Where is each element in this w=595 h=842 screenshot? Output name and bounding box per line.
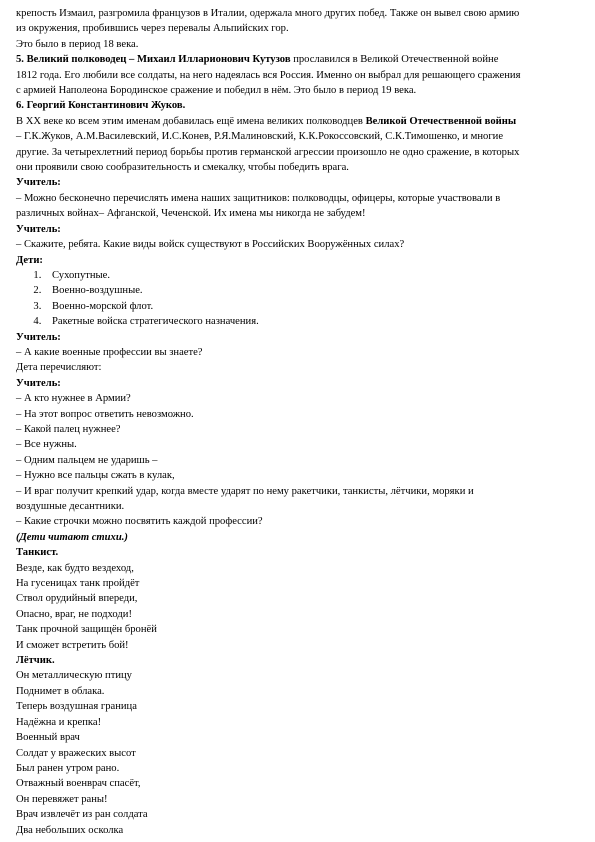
poem-line: Надёжна и крепка! [16, 716, 102, 728]
dialogue-line: – Одним пальцем не ударишь – [16, 454, 158, 466]
poem-line: И сможет встретить бой! [16, 639, 129, 651]
xx-century-paragraph [16, 114, 582, 129]
poem-line: Поднимет в облака. [16, 685, 105, 697]
poem-line: Ствол орудийный впереди, [16, 593, 138, 605]
poem-title-tankist: Танкист. [16, 547, 59, 559]
dialogue-line: – А кто нужнее в Армии? [16, 393, 131, 405]
kutuzov-line: с армией Наполеона Бородинское сражение и победил в нём. Это было в период 19 века. [16, 85, 417, 97]
teacher-line: различных войнах– Афганской, Чеченской. Их имена мы никогда не забудем! [16, 208, 366, 220]
poem-line: Он металлическую птицу [16, 670, 132, 682]
stage-direction: (Дети читают стихи.) [16, 531, 128, 543]
poem-line: Врач извлечёт из ран солдата [16, 809, 148, 821]
xx-century-line: они проявили свою сообразительность и смекалку, чтобы победить врага. [16, 162, 349, 174]
xx-century-text: В XX веке ко всем этим именам добавилась ещё имена великих полководцев [16, 115, 366, 127]
document-page [16, 6, 582, 838]
intro-line: из окружения, пробившись через перевалы Альпийских гор. [16, 23, 289, 35]
xx-century-line: – Г.К.Жуков, А.М.Василевский, И.С.Конев, Р.Я.Малиновский, К.К.Рокоссовский, С.К.Тимошенко, и многие [16, 131, 504, 143]
dialogue-line: – На этот вопрос ответить невозможно. [16, 408, 194, 420]
dialogue-line: – Все нужны. [16, 439, 77, 451]
children-label: Дети: [16, 254, 43, 266]
poem-title-pilot: Лётчик. [16, 655, 55, 667]
teacher-line: – Можно бесконечно перечислять имена наших защитников: полководцы, офицеры, которые участвовали в [16, 192, 501, 204]
kutuzov-line: 1812 года. Его любили все солдаты, на него надеялась вся Россия. Именно он выбрал для решающего сражения [16, 69, 521, 81]
dialogue-line: – Какие строчки можно посвятить каждой профессии? [16, 516, 263, 528]
list-item: 2. Военно-воздушные. [44, 283, 582, 298]
teacher-label: Учитель: [16, 331, 61, 343]
kutuzov-paragraph [16, 52, 582, 67]
teacher-label: Учитель: [16, 223, 61, 235]
dialogue-line: воздушные десантники. [16, 501, 125, 512]
troops-list [16, 268, 582, 330]
poem-line: Опасно, враг, не подходи! [16, 608, 132, 620]
teacher-label: Учитель: [16, 377, 61, 389]
children-list-note: Дета перечисляют: [16, 362, 102, 374]
poem-line: Отважный военврач спасёт, [16, 778, 141, 790]
teacher-label: Учитель: [16, 177, 61, 189]
intro-line: крепость Измаил, разгромила французов в Италии, одержала много других побед. Также он вывел свою армию [16, 8, 520, 19]
poem-line: Военный врач [16, 732, 80, 744]
poem-line: Он перевяжет раны! [16, 793, 108, 805]
poem-line: Солдат у вражеских высот [16, 747, 136, 759]
zhukov-heading: 6. Георгий Константинович Жуков. [16, 100, 186, 112]
teacher-question: – А какие военные профессии вы знаете? [16, 346, 203, 358]
poem-line: Был ранен утром рано. [16, 762, 120, 774]
dialogue-line: – Нужно все пальцы сжать в кулак, [16, 470, 175, 482]
xx-century-line: другие. За четырехлетний период борьбы против германской агрессии произошло не одно сражение, в которых [16, 146, 520, 158]
poem-line: Танк прочной защищён бронёй [16, 624, 157, 636]
poem-line: Теперь воздушная граница [16, 701, 137, 713]
poem-line: На гусеницах танк пройдёт [16, 578, 140, 590]
intro-line: Это было в период 18 века. [16, 38, 139, 50]
kutuzov-heading: 5. Великий полководец – Михаил Илларионович Кутузов [16, 54, 291, 66]
poem-line: Два небольших осколка [16, 824, 124, 836]
dialogue-line: – Какой палец нужнее? [16, 423, 121, 435]
list-item: 3. Военно-морской флот. [44, 299, 582, 314]
kutuzov-text: прославился в Великой Отечественной войне [290, 54, 499, 66]
list-item: 1. Сухопутные. [44, 268, 582, 283]
list-item: 4. Ракетные войска стратегического назначения. [44, 314, 582, 329]
great-patriotic-war: Великой Отечественной войны [365, 115, 517, 127]
poem-line: Везде, как будто вездеход, [16, 562, 134, 574]
dialogue-line: – И враг получит крепкий удар, когда вместе ударят по нему ракетчики, танкисты, лётчики, моряки и [16, 485, 474, 497]
teacher-question: – Скажите, ребята. Какие виды войск существуют в Российских Вооружённых силах? [16, 239, 405, 251]
